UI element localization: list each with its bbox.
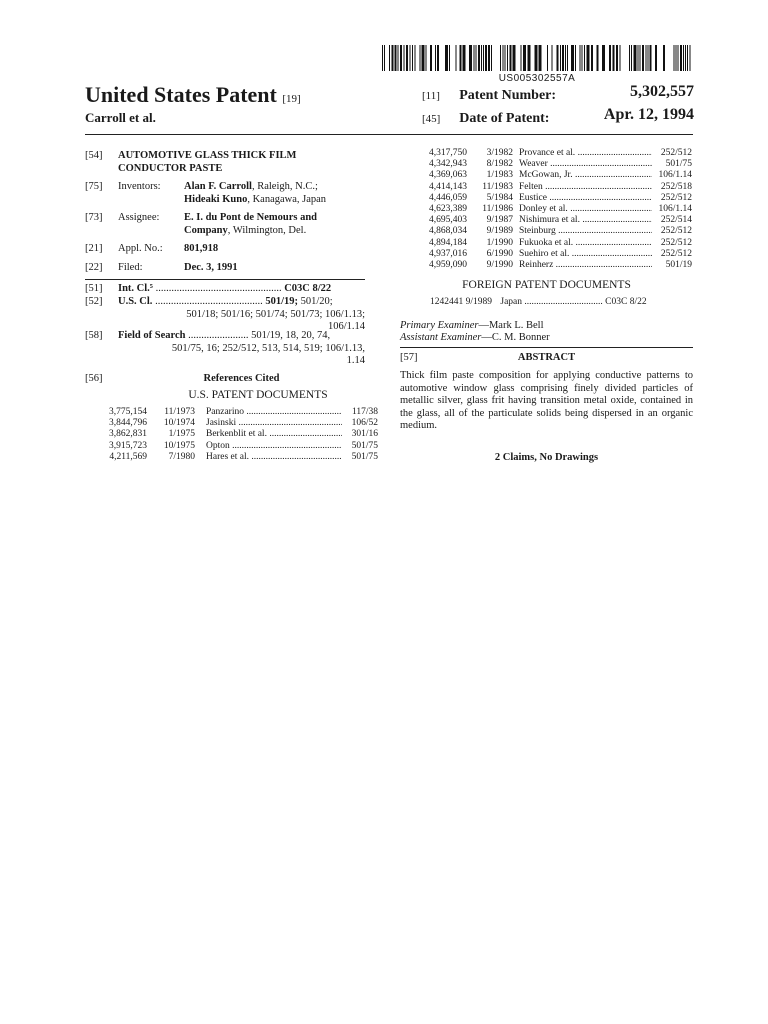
barcode-bar bbox=[575, 45, 576, 71]
inventor-name: Alan F. Carroll bbox=[184, 181, 252, 192]
barcode-bar bbox=[406, 45, 408, 71]
us-cl-value: 501/20; bbox=[297, 296, 333, 307]
barcode-bar bbox=[685, 45, 686, 71]
field-code: [73] bbox=[85, 212, 103, 223]
inventor-location: , Raleigh, N.C.; bbox=[251, 181, 318, 192]
reference-patent-class: 252/518 bbox=[652, 182, 692, 193]
barcode-bar bbox=[476, 45, 477, 71]
barcode-bar bbox=[460, 45, 462, 71]
field-appl-no bbox=[85, 243, 365, 256]
reference-patent-assignee: Opton ..... bbox=[206, 441, 342, 452]
reference-patent-date: 11/1986 bbox=[482, 203, 513, 214]
reference-patent-date: 1/1990 bbox=[486, 237, 513, 248]
barcode-bar bbox=[382, 45, 383, 71]
barcode-bar bbox=[398, 45, 399, 71]
field-divider bbox=[85, 279, 365, 280]
date-of-patent-value: Apr. 12, 1994 bbox=[603, 106, 694, 123]
us-patents-list-right bbox=[410, 148, 692, 271]
barcode-bar bbox=[676, 45, 677, 71]
primary-examiner-name: —Mark L. Bell bbox=[478, 320, 544, 331]
reference-patent-class: 501/75 bbox=[342, 452, 378, 463]
patent-number-code: [11] bbox=[422, 90, 440, 102]
date-of-patent-label: Date of Patent: bbox=[459, 111, 550, 126]
reference-patent-assignee: Berkenblit et al. ..... bbox=[206, 429, 342, 440]
field-of-search-line: 1.14 bbox=[346, 355, 365, 366]
us-patent-documents-heading: U.S. PATENT DOCUMENTS bbox=[188, 389, 328, 401]
barcode-bar bbox=[412, 45, 413, 71]
abstract-header bbox=[400, 352, 693, 363]
patent-title-block bbox=[85, 82, 301, 108]
reference-patent-assignee: Suehiro et al. ..... bbox=[519, 249, 652, 260]
leader-dots: ................................................ bbox=[155, 283, 282, 294]
reference-patent-number: 4,937,016 bbox=[429, 248, 467, 259]
barcode-bar bbox=[463, 45, 466, 71]
us-patents-list-left bbox=[100, 407, 378, 463]
barcode-bar bbox=[404, 45, 405, 71]
barcode-bar bbox=[474, 45, 475, 71]
barcode-bar bbox=[591, 45, 593, 71]
reference-patent-assignee: Weaver ..... bbox=[519, 159, 652, 170]
barcode-bar bbox=[481, 45, 482, 71]
barcode-bar bbox=[469, 45, 472, 71]
reference-patent-number: 4,446,059 bbox=[429, 192, 467, 203]
int-cl-row bbox=[118, 283, 365, 296]
claims-summary: 2 Claims, No Drawings bbox=[494, 452, 599, 463]
barcode-bar bbox=[503, 45, 504, 71]
inventor-name: Hideaki Kuno bbox=[184, 193, 248, 205]
barcode-bar bbox=[584, 45, 585, 71]
reference-patent-assignee: Hares et al. ..... bbox=[206, 452, 342, 463]
reference-row bbox=[410, 249, 692, 260]
barcode-bar bbox=[400, 45, 402, 71]
barcode-bar bbox=[456, 45, 457, 71]
reference-row bbox=[410, 193, 692, 204]
reference-patent-date: 11/1983 bbox=[482, 181, 513, 192]
reference-patent-date: 11/1973 bbox=[164, 407, 195, 417]
date-of-patent-code: [45] bbox=[422, 113, 441, 125]
inventor-location: , Kanagawa, Japan bbox=[247, 193, 327, 205]
barcode-bar bbox=[562, 45, 564, 71]
barcode-bar bbox=[674, 45, 675, 71]
field-inventors bbox=[85, 181, 365, 207]
leader-dots: ....................... bbox=[188, 330, 249, 341]
field-assignee bbox=[85, 212, 365, 238]
barcode-bar bbox=[507, 45, 508, 71]
barcode-bar bbox=[410, 45, 411, 71]
reference-patent-class: 252/512 bbox=[652, 148, 692, 159]
reference-patent-date: 6/1990 bbox=[486, 248, 513, 259]
barcode-bar bbox=[510, 45, 512, 71]
title-code: [19] bbox=[282, 93, 301, 105]
barcode-bar bbox=[395, 45, 397, 71]
barcode-bar bbox=[384, 45, 385, 71]
barcode-bar bbox=[500, 45, 501, 71]
reference-patent-number: 4,211,569 bbox=[109, 451, 147, 462]
reference-row bbox=[100, 429, 378, 440]
barcode-bar bbox=[491, 45, 492, 71]
field-label: Int. Cl.⁵ bbox=[118, 283, 153, 294]
reference-patent-class: 301/16 bbox=[342, 429, 378, 440]
leader-dots: ......................................... bbox=[155, 296, 263, 307]
int-cl-value: C03C 8/22 bbox=[284, 283, 332, 294]
reference-patent-number: 4,894,184 bbox=[429, 237, 467, 248]
reference-patent-date: 1/1983 bbox=[486, 170, 513, 181]
barcode-bar bbox=[392, 45, 394, 71]
barcode-bar bbox=[505, 45, 506, 71]
reference-patent-date: 9/1989 bbox=[486, 226, 513, 237]
reference-patent-class: 252/514 bbox=[652, 215, 692, 226]
assistant-examiner-name: —C. M. Bonner bbox=[481, 332, 550, 343]
reference-patent-class: 252/512 bbox=[652, 193, 692, 204]
barcode-bar bbox=[571, 45, 574, 71]
foreign-patent-number: 1242441 bbox=[430, 297, 464, 307]
field-of-search-row bbox=[118, 330, 330, 343]
barcode-bar bbox=[547, 45, 548, 71]
reference-patent-assignee: Nishimura et al. ..... bbox=[519, 215, 652, 226]
field-code: [51] bbox=[85, 283, 103, 294]
us-cl-value: 501/19; bbox=[265, 296, 298, 307]
barcode-bar bbox=[642, 45, 644, 71]
assignee-name: E. I. du Pont de Nemours and bbox=[184, 212, 318, 223]
field-references bbox=[85, 373, 365, 386]
barcode-bar bbox=[580, 45, 581, 71]
barcode-bar bbox=[483, 45, 484, 71]
barcode-bar bbox=[616, 45, 618, 71]
field-label: Filed: bbox=[118, 262, 143, 273]
filed-value: Dec. 3, 1991 bbox=[184, 262, 238, 273]
foreign-patent-country: Japan bbox=[500, 297, 523, 307]
barcode-bar bbox=[557, 45, 559, 71]
barcode-bar bbox=[539, 45, 542, 71]
barcode-bar bbox=[683, 45, 684, 71]
reference-row bbox=[410, 159, 692, 170]
barcode-bar bbox=[646, 45, 647, 71]
reference-patent-number: 3,844,796 bbox=[109, 418, 147, 429]
reference-patent-number: 4,317,750 bbox=[429, 148, 467, 158]
field-code: [21] bbox=[85, 243, 103, 254]
barcode-bar bbox=[687, 45, 688, 71]
barcode-bar bbox=[521, 45, 522, 71]
field-filed bbox=[85, 262, 365, 275]
reference-row bbox=[100, 441, 378, 452]
reference-row bbox=[100, 407, 378, 418]
us-cl-line: 106/1.14 bbox=[327, 321, 365, 332]
barcode-bar bbox=[609, 45, 611, 71]
reference-patent-assignee: Donley et al. ..... bbox=[519, 204, 652, 215]
reference-row bbox=[410, 148, 692, 159]
abstract-heading: ABSTRACT bbox=[517, 352, 576, 363]
reference-patent-class: 501/19 bbox=[652, 260, 692, 271]
barcode-bar bbox=[565, 45, 566, 71]
barcode-bar bbox=[640, 45, 641, 71]
field-code: [75] bbox=[85, 181, 103, 192]
reference-row bbox=[410, 226, 692, 237]
reference-patent-number: 4,369,063 bbox=[429, 170, 467, 181]
field-of-search bbox=[85, 330, 365, 368]
reference-row bbox=[410, 238, 692, 249]
barcode-bar bbox=[638, 45, 639, 71]
barcode-bar bbox=[535, 45, 538, 71]
barcode-bar bbox=[587, 45, 590, 71]
barcode-bar bbox=[678, 45, 679, 71]
invention-title bbox=[118, 150, 296, 175]
assignee-value bbox=[184, 212, 365, 237]
reference-patent-class: 106/1.14 bbox=[652, 170, 692, 181]
assignee-name: Company bbox=[184, 224, 228, 236]
foreign-patent-row bbox=[430, 296, 647, 309]
reference-patent-class: 501/75 bbox=[652, 159, 692, 170]
barcode-bar bbox=[415, 45, 416, 71]
reference-row bbox=[410, 260, 692, 271]
invention-title-line: AUTOMOTIVE GLASS THICK FILM bbox=[118, 150, 297, 161]
abstract-text: Thick film paste composition for applying conductive patterns to automotive window glass comprising finely divided particles of metallic silver, glass frit having transition metal oxide, contained in the glass, all of the particulate solids being dispersed in an organic medium. bbox=[400, 370, 693, 432]
barcode bbox=[382, 45, 692, 71]
date-of-patent-row bbox=[422, 106, 694, 127]
barcode-bar bbox=[485, 45, 487, 71]
barcode-bar bbox=[513, 45, 516, 71]
reference-row bbox=[410, 182, 692, 193]
field-us-cl bbox=[85, 296, 365, 334]
assistant-examiner bbox=[400, 332, 550, 345]
reference-patent-assignee: Felten ..... bbox=[519, 182, 652, 193]
field-code: [54] bbox=[85, 150, 103, 161]
reference-patent-assignee: Steinburg ..... bbox=[519, 226, 652, 237]
reference-row bbox=[410, 170, 692, 181]
reference-patent-class: 106/1.14 bbox=[652, 204, 692, 215]
reference-patent-assignee: Jasinski ..... bbox=[206, 418, 342, 429]
reference-patent-number: 4,623,389 bbox=[429, 203, 467, 214]
reference-patent-class: 252/512 bbox=[652, 226, 692, 237]
barcode-bar bbox=[560, 45, 561, 71]
leader-dots: ................................. bbox=[524, 297, 603, 307]
reference-patent-date: 10/1975 bbox=[163, 440, 195, 451]
barcode-bar bbox=[552, 45, 553, 71]
us-cl-row bbox=[118, 296, 333, 309]
barcode-bar bbox=[602, 45, 605, 71]
barcode-bar bbox=[420, 45, 421, 71]
inventors-short: Carroll et al. bbox=[85, 110, 156, 125]
barcode-bar bbox=[422, 45, 425, 71]
barcode-bar bbox=[528, 45, 531, 71]
reference-patent-number: 4,959,090 bbox=[429, 259, 467, 270]
foreign-patent-documents-heading: FOREIGN PATENT DOCUMENTS bbox=[462, 279, 631, 291]
reference-patent-assignee: Reinherz ..... bbox=[519, 260, 652, 271]
field-code: [56] bbox=[85, 373, 103, 384]
reference-row bbox=[100, 452, 378, 463]
barcode-bar bbox=[613, 45, 615, 71]
abstract-divider bbox=[400, 347, 693, 348]
field-code: [22] bbox=[85, 262, 103, 273]
primary-examiner bbox=[400, 320, 543, 333]
barcode-bar bbox=[449, 45, 450, 71]
barcode-bar bbox=[389, 45, 390, 71]
barcode-bar bbox=[631, 45, 632, 71]
barcode-bar bbox=[663, 45, 665, 71]
barcode-bar bbox=[437, 45, 439, 71]
reference-patent-assignee: Fukuoka et al. ..... bbox=[519, 238, 652, 249]
reference-patent-assignee: McGowan, Jr. ..... bbox=[519, 170, 652, 181]
reference-patent-date: 5/1984 bbox=[486, 192, 513, 203]
field-of-search-value: 501/19, 18, 20, 74, bbox=[251, 330, 331, 341]
reference-row bbox=[410, 204, 692, 215]
barcode-bar bbox=[629, 45, 630, 71]
patent-number-value: 5,302,557 bbox=[630, 83, 694, 100]
barcode-bar bbox=[680, 45, 682, 71]
inventors-value bbox=[184, 181, 365, 206]
appl-no-value: 801,918 bbox=[184, 243, 219, 254]
reference-patent-number: 4,414,143 bbox=[429, 181, 467, 192]
field-label: Assignee: bbox=[118, 212, 160, 223]
reference-patent-assignee: Provance et al. ..... bbox=[519, 148, 652, 159]
patent-number-label: Patent Number: bbox=[459, 88, 557, 103]
field-of-search-line: 501/75, 16; 252/512, 513, 514, 519; 106/1.13, bbox=[171, 342, 365, 354]
barcode-bar bbox=[648, 45, 649, 71]
reference-patent-date: 1/1975 bbox=[168, 429, 195, 440]
barcode-bar bbox=[523, 45, 526, 71]
field-label: Inventors: bbox=[118, 181, 161, 192]
field-code: [57] bbox=[400, 352, 418, 363]
reference-patent-class: 501/75 bbox=[342, 441, 378, 452]
field-code: [58] bbox=[85, 330, 103, 341]
field-label: Appl. No.: bbox=[118, 243, 163, 254]
reference-patent-date: 8/1982 bbox=[486, 159, 513, 170]
barcode-bar bbox=[690, 45, 691, 71]
barcode-bar bbox=[582, 45, 583, 71]
barcode-bar bbox=[426, 45, 427, 71]
foreign-patent-class: C03C 8/22 bbox=[605, 297, 647, 307]
reference-row bbox=[410, 215, 692, 226]
barcode-bar bbox=[488, 45, 490, 71]
barcode-bar bbox=[435, 45, 436, 71]
assignee-location: , Wilmington, Del. bbox=[227, 224, 307, 236]
invention-title-line: CONDUCTOR PASTE bbox=[118, 162, 223, 174]
us-cl-line: 501/18; 501/16; 501/74; 501/73; 106/1.13; bbox=[186, 308, 365, 320]
primary-examiner-label: Primary Examiner bbox=[400, 320, 479, 331]
reference-patent-assignee: Eustice ..... bbox=[519, 193, 652, 204]
reference-patent-date: 3/1982 bbox=[486, 148, 513, 158]
reference-patent-number: 4,695,403 bbox=[429, 215, 467, 226]
reference-patent-class: 252/512 bbox=[652, 238, 692, 249]
assistant-examiner-label: Assistant Examiner bbox=[400, 332, 482, 343]
field-title bbox=[85, 150, 365, 176]
reference-patent-number: 4,868,034 bbox=[429, 226, 467, 237]
document-title: United States Patent bbox=[85, 82, 277, 107]
foreign-patent-date: 9/1989 bbox=[465, 297, 493, 307]
references-heading: References Cited bbox=[203, 373, 280, 384]
barcode-bar bbox=[597, 45, 599, 71]
barcode-bar bbox=[430, 45, 432, 71]
reference-patent-number: 3,915,723 bbox=[109, 440, 147, 451]
reference-patent-assignee: Panzarino ..... bbox=[206, 407, 342, 418]
reference-patent-date: 9/1990 bbox=[486, 259, 513, 270]
barcode-bar bbox=[567, 45, 568, 71]
field-code: [52] bbox=[85, 296, 103, 307]
header-divider bbox=[85, 134, 693, 135]
reference-row bbox=[100, 418, 378, 429]
patent-number-row bbox=[422, 83, 694, 104]
field-label: Field of Search bbox=[118, 330, 186, 341]
barcode-bar bbox=[478, 45, 480, 71]
reference-patent-class: 106/52 bbox=[342, 418, 378, 429]
field-label: U.S. Cl. bbox=[118, 296, 153, 307]
barcode-bar bbox=[445, 45, 448, 71]
field-int-cl bbox=[85, 283, 365, 296]
reference-patent-number: 4,342,943 bbox=[429, 159, 467, 170]
reference-patent-date: 7/1980 bbox=[168, 451, 195, 462]
barcode-bar bbox=[620, 45, 621, 71]
reference-patent-number: 3,775,154 bbox=[109, 407, 147, 417]
reference-patent-class: 252/512 bbox=[652, 249, 692, 260]
reference-patent-number: 3,862,831 bbox=[109, 429, 147, 440]
reference-patent-class: 117/38 bbox=[342, 407, 378, 418]
barcode-number: US005302557A bbox=[498, 73, 576, 84]
barcode-bar bbox=[634, 45, 637, 71]
barcode-bar bbox=[655, 45, 657, 71]
reference-patent-date: 9/1987 bbox=[486, 215, 513, 226]
barcode-bar bbox=[650, 45, 652, 71]
reference-patent-date: 10/1974 bbox=[163, 418, 195, 429]
